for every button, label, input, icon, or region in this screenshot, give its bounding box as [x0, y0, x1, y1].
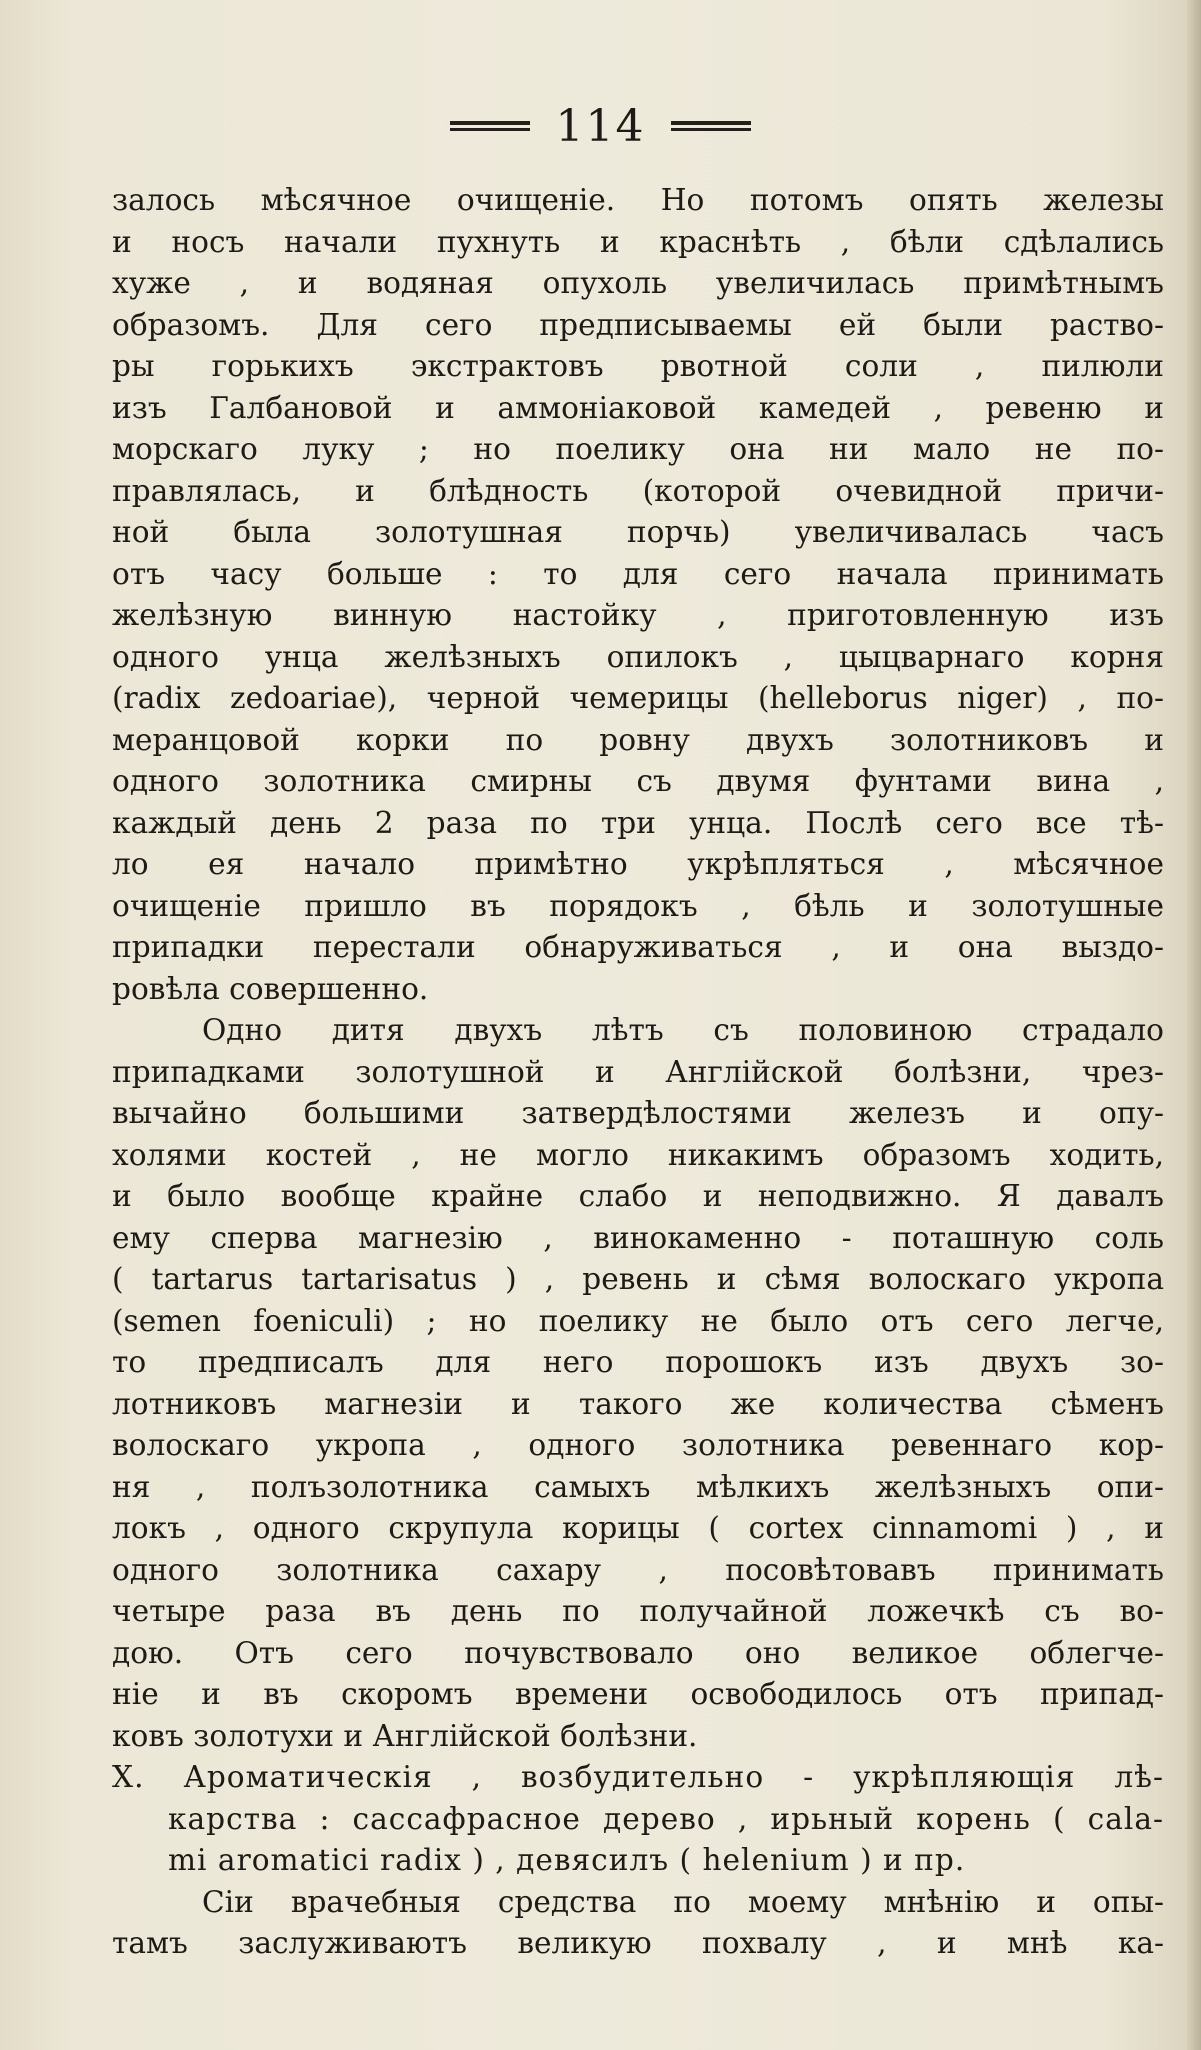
text-line: припадками золотушной и Англійской болѣзни, чрез-: [112, 1054, 1164, 1089]
text-line: вычайно большими затвердѣлостями железъ и опу-: [112, 1096, 1164, 1130]
text-line: ніе и въ скоромъ времени освободилось отъ припад-: [112, 1677, 1164, 1711]
text-line: четыре раза въ день по получайной ложечкѣ съ во-: [112, 1594, 1164, 1628]
paragraph-start-line: Сіи врачебныя средства по моему мнѣнію и опы-: [202, 1884, 1164, 1919]
left-double-rule: [450, 119, 530, 133]
text-line: меранцовой корки по ровну двухъ золотниковъ и: [112, 722, 1164, 757]
page-edge: [1187, 0, 1201, 2050]
section-heading-line: X. Ароматическія , возбудительно - укрѣпляющія лѣ-: [112, 1760, 1164, 1794]
text-line: припадки перестали обнаруживаться , и она выздо-: [112, 930, 1164, 964]
text-line: ( tartarus tartarisatus ) , ревень и сѣмя волоскаго укропа: [112, 1262, 1164, 1296]
text-line: лотниковъ магнезіи и такого же количества сѣменъ: [112, 1386, 1164, 1421]
text-line: морскаго луку ; но поелику она ни мало не по-: [112, 432, 1164, 466]
text-line: ры горькихъ экстрактовъ рвотной соли , пилюли: [112, 349, 1164, 383]
text-line: образомъ. Для сего предписываемы ей были раство-: [112, 307, 1164, 342]
text-line: изъ Галбановой и аммоніаковой камедей , ревеню и: [112, 390, 1164, 425]
page-number: 114: [555, 100, 646, 152]
text-line: (radix zedoariae), черной чемерицы (helleborus niger) , по-: [112, 681, 1164, 715]
text-line: хуже , и водяная опухоль увеличилась примѣтнымъ: [112, 266, 1164, 300]
text-line: очищеніе пришло въ порядокъ , бѣль и золотушные: [112, 888, 1164, 923]
text-line: одного золотника сахару , посовѣтовавъ принимать: [112, 1552, 1164, 1587]
text-line: ня , полъзолотника самыхъ мѣлкихъ желѣзныхъ опи-: [112, 1469, 1164, 1504]
paragraph-end-line: ровѣла совершенно.: [112, 971, 429, 1006]
text-line: тамъ заслуживаютъ великую похвалу , и мнѣ ка-: [112, 1926, 1164, 1960]
text-line: (semen foeniculi) ; но поелику не было отъ сего легче,: [112, 1303, 1164, 1338]
text-line: локъ , одного скрупула корицы ( cortex cinnamomi ) , и: [112, 1511, 1164, 1545]
text-line: каждый день 2 раза по три унца. Послѣ сего все тѣ-: [112, 805, 1164, 840]
text-line: одного унца желѣзныхъ опилокъ , цыцварнаго корня: [112, 639, 1164, 674]
text-line: и носъ начали пухнуть и краснѣть , бѣли сдѣлались: [112, 224, 1164, 259]
text-line: дою. Отъ сего почувствовало оно великое облегче-: [112, 1635, 1164, 1670]
section-heading-line: mi aromatici radix ) , девясилъ ( helenium ) и пр.: [168, 1843, 966, 1877]
text-line: ной была золотушная порчь) увеличивалась часъ: [112, 515, 1164, 549]
section-heading-line: карства : сассафрасное дерево , ирьный корень ( cala-: [168, 1801, 1164, 1836]
text-line: правлялась, и блѣдность (которой очевидной причи-: [112, 473, 1164, 508]
text-line: ло ея начало примѣтно укрѣпляться , мѣсячное: [112, 847, 1164, 881]
text-line: залось мѣсячное очищеніе. Но потомъ опять железы: [112, 183, 1164, 217]
text-line: ему сперва магнезію , винокаменно - поташную соль: [112, 1220, 1164, 1255]
text-line: холями костей , не могло никакимъ образомъ ходить,: [112, 1137, 1164, 1172]
text-line: волоскаго укропа , одного золотника ревеннаго кор-: [112, 1428, 1164, 1462]
text-line: то предписалъ для него порошокъ изъ двухъ зо-: [112, 1345, 1164, 1379]
text-line: отъ часу больше : то для сего начала принимать: [112, 556, 1164, 591]
right-double-rule: [671, 119, 751, 133]
paragraph-end-line: ковъ золотухи и Англійской болѣзни.: [112, 1718, 698, 1753]
text-line: желѣзную винную настойку , приготовленную изъ: [112, 598, 1164, 632]
body-text: [112, 180, 1164, 1965]
paragraph-start-line: Одно дитя двухъ лѣтъ съ половиною страдало: [202, 1013, 1164, 1047]
text-line: и было вообще крайне слабо и неподвижно. Я давалъ: [112, 1179, 1164, 1213]
text-line: одного золотника смирны съ двумя фунтами вина ,: [112, 764, 1164, 798]
page-header: [0, 96, 1201, 156]
